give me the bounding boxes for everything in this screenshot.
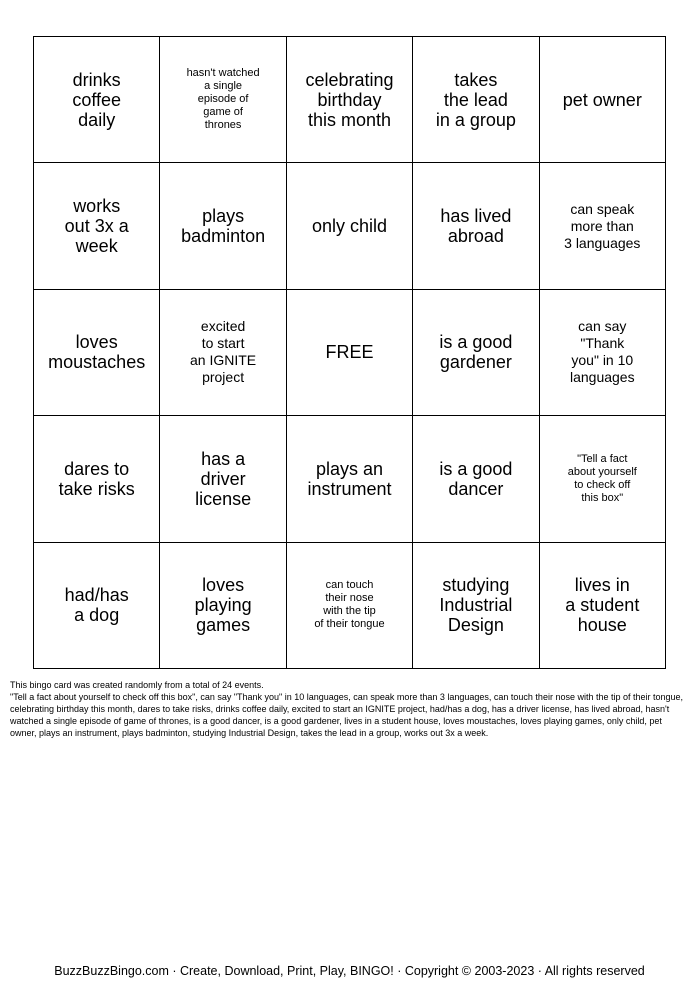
bingo-cell-text: excited to start an IGNITE project — [190, 318, 257, 386]
bingo-cell-text: dares to take risks — [58, 458, 135, 499]
bingo-cell-text: can speak more than 3 languages — [564, 200, 641, 251]
bingo-cell-text: can say "Thank you" in 10 languages — [569, 318, 635, 386]
bingo-cell-text: hasn't watched a single episode of game of thrones — [186, 67, 260, 132]
bingo-cell-r1c3 — [287, 37, 413, 163]
bingo-cell-r5c4 — [413, 543, 539, 669]
bingo-cell-r5c5 — [540, 543, 666, 669]
bingo-cell-text: is a good gardener — [439, 332, 513, 373]
bingo-cell-text: "Tell a fact about yourself to check off this box" — [567, 452, 637, 504]
bingo-cell-r3c4 — [413, 290, 539, 416]
bingo-cell-r2c3 — [287, 163, 413, 289]
bingo-grid — [33, 36, 666, 669]
bingo-cell-text: FREE — [325, 342, 374, 363]
bingo-cell-r3c3 — [287, 290, 413, 416]
bingo-cell-text: plays badminton — [181, 206, 266, 247]
footer-text: BuzzBuzzBingo.com · Create, Download, Print, Play, BINGO! · Copyright © 2003-2023 · All rights reserved — [54, 964, 645, 978]
bingo-cell-r4c2 — [160, 416, 286, 542]
bingo-cell-text: takes the lead in a group — [435, 69, 516, 130]
bingo-cell-text: lives in a student house — [565, 575, 640, 636]
bingo-cell-text: has lived abroad — [440, 206, 512, 247]
bingo-cell-r5c3 — [287, 543, 413, 669]
bingo-cell-r2c4 — [413, 163, 539, 289]
bingo-cell-text: only child — [311, 216, 388, 237]
bingo-cell-text: plays an instrument — [307, 458, 392, 499]
bingo-cell-r2c5 — [540, 163, 666, 289]
bingo-cell-text: has a driver license — [195, 448, 252, 509]
bingo-cell-r4c3 — [287, 416, 413, 542]
bingo-cell-text: loves playing games — [194, 575, 252, 636]
bingo-cell-text: can touch their nose with the tip of their tongue — [314, 579, 385, 631]
bingo-cell-r1c5 — [540, 37, 666, 163]
bingo-cell-text: studying Industrial Design — [439, 575, 513, 636]
bingo-cell-r3c1 — [34, 290, 160, 416]
bingo-cell-text: pet owner — [562, 89, 642, 110]
bingo-cell-text: loves moustaches — [48, 332, 146, 373]
bingo-cell-r2c2 — [160, 163, 286, 289]
events-list: "Tell a fact about yourself to check off this box", can say "Thank you" in 10 languages, can speak more than 3 languages, can touch their nose with the tip of their tongue, celebrating birthday this month, dares to take risks, drinks coffee daily, excited to start an IGNITE project, had/has a dog, has a driver license, has lived abroad, hasn't watched a single episode of game of thrones, is a good dancer, is a good gardener, lives in a student house, loves moustaches, loves playing games, only child, pet owner, plays an instrument, plays badminton, studying Industrial Design, takes the lead in a group, works out 3x a week. — [10, 692, 684, 738]
bingo-cell-text: is a good dancer — [439, 458, 513, 499]
card-info — [10, 679, 690, 739]
bingo-cell-r4c4 — [413, 416, 539, 542]
bingo-cell-text: had/has a dog — [64, 585, 129, 626]
card-summary: This bingo card was created randomly from a total of 24 events. — [10, 680, 264, 690]
bingo-cell-r3c2 — [160, 290, 286, 416]
bingo-cell-r1c4 — [413, 37, 539, 163]
bingo-cell-r4c5 — [540, 416, 666, 542]
bingo-cell-r5c1 — [34, 543, 160, 669]
bingo-cell-r5c2 — [160, 543, 286, 669]
bingo-cell-r3c5 — [540, 290, 666, 416]
bingo-cell-text: works out 3x a week — [64, 196, 129, 257]
bingo-cell-r1c1 — [34, 37, 160, 163]
bingo-cell-text: drinks coffee daily — [72, 69, 122, 130]
bingo-cell-r4c1 — [34, 416, 160, 542]
bingo-cell-r2c1 — [34, 163, 160, 289]
bingo-cell-r1c2 — [160, 37, 286, 163]
bingo-cell-text: celebrating birthday this month — [305, 69, 394, 130]
